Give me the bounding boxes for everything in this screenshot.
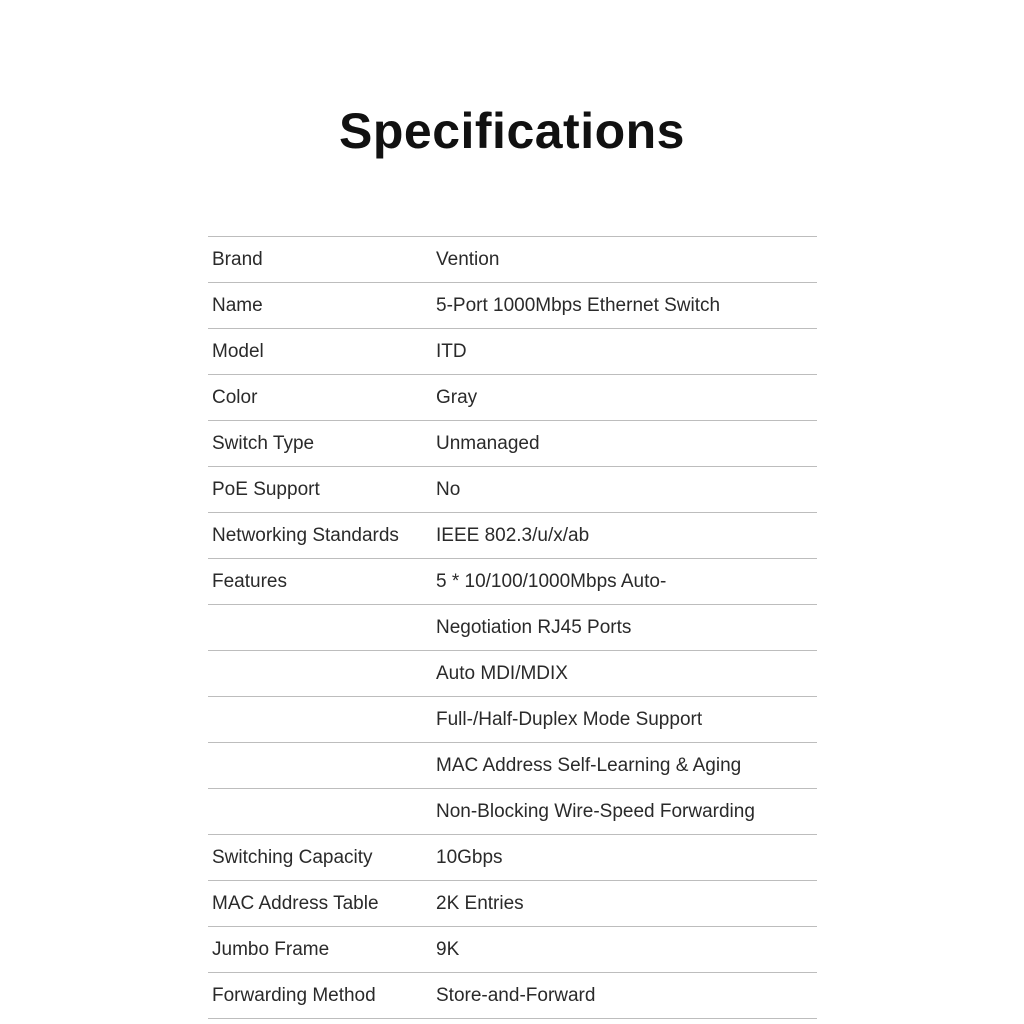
spec-label: Name [212, 294, 263, 316]
spec-label: Brand [212, 248, 263, 270]
spec-value: 2K Entries [436, 892, 524, 914]
spec-value: Unmanaged [436, 432, 540, 454]
spec-row-jumbo-frame [208, 927, 817, 973]
spec-row-forwarding-method [208, 973, 817, 1019]
spec-value: Vention [436, 248, 500, 270]
spec-row-switching-capacity [208, 835, 817, 881]
spec-row-features-continued [208, 605, 817, 651]
spec-value: Full-/Half-Duplex Mode Support [436, 708, 703, 730]
spec-value: IEEE 802.3/u/x/ab [436, 524, 590, 546]
spec-value: Store-and-Forward [436, 984, 596, 1006]
spec-value: ITD [436, 340, 467, 362]
spec-label: Model [212, 340, 264, 362]
spec-value: 5 * 10/100/1000Mbps Auto- [436, 570, 667, 592]
spec-label: Switch Type [212, 432, 315, 454]
spec-value: Auto MDI/MDIX [436, 662, 568, 684]
spec-row-brand [208, 237, 817, 283]
page-title: Specifications [339, 103, 685, 159]
spec-value: Gray [436, 386, 478, 408]
spec-value: 9K [436, 938, 460, 960]
spec-row-model [208, 329, 817, 375]
spec-label: Networking Standards [212, 524, 399, 546]
spec-row-mac-address-table [208, 881, 817, 927]
spec-row-networking-standards [208, 513, 817, 559]
spec-label: MAC Address Table [212, 892, 379, 914]
spec-label: Jumbo Frame [212, 938, 330, 960]
spec-row-features-continued [208, 789, 817, 835]
spec-row-color [208, 375, 817, 421]
spec-row-features-continued [208, 743, 817, 789]
specifications-table [208, 236, 817, 1019]
spec-label: Color [212, 386, 258, 408]
spec-label: Switching Capacity [212, 846, 373, 868]
spec-value: 5-Port 1000Mbps Ethernet Switch [436, 294, 721, 316]
spec-label: PoE Support [212, 478, 320, 500]
spec-label: Forwarding Method [212, 984, 376, 1006]
spec-row-poe-support [208, 467, 817, 513]
spec-label: Features [212, 570, 287, 592]
spec-value: MAC Address Self-Learning & Aging [436, 754, 742, 776]
spec-value: 10Gbps [436, 846, 503, 868]
spec-value: No [436, 478, 461, 500]
spec-row-features-continued [208, 651, 817, 697]
spec-row-features-continued [208, 697, 817, 743]
spec-row-name [208, 283, 817, 329]
spec-value: Non-Blocking Wire-Speed Forwarding [436, 800, 755, 822]
spec-row-features [208, 559, 817, 605]
spec-row-switch-type [208, 421, 817, 467]
spec-value: Negotiation RJ45 Ports [436, 616, 632, 638]
